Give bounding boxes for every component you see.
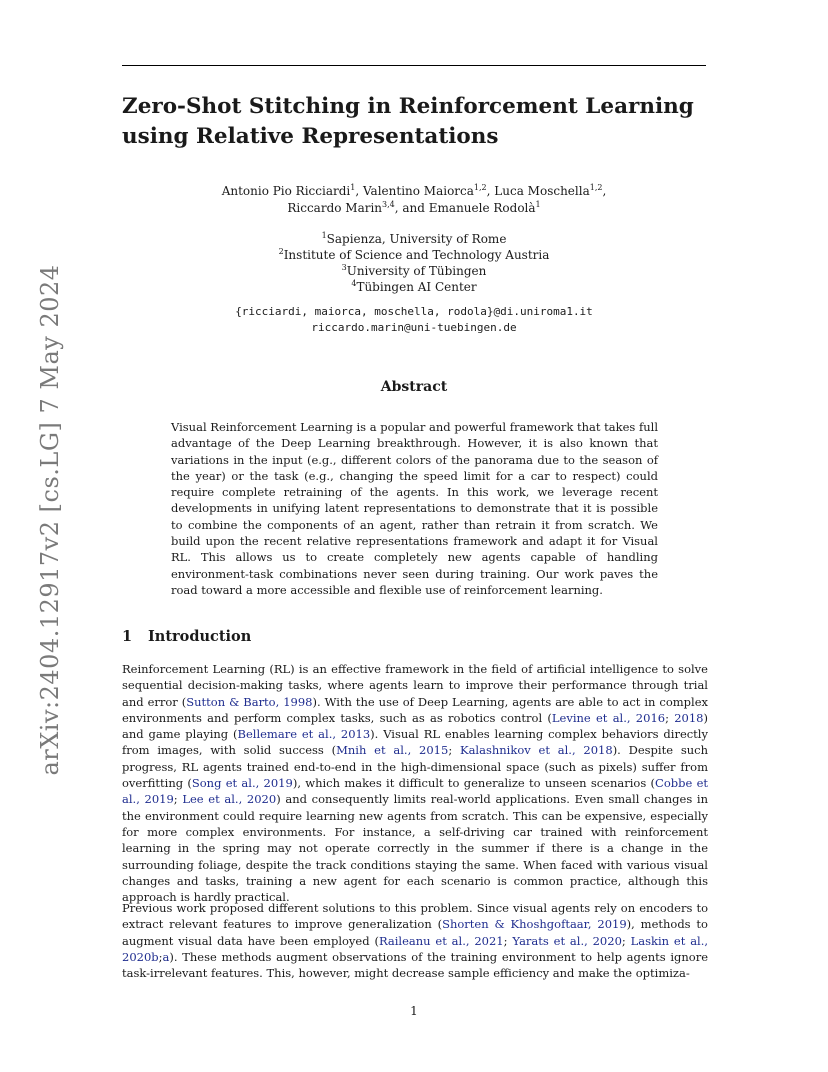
body-text: ). These methods augment observations of the training environment to help agents ignore task-irrelevant features. This, however, might decrease sample efficiency and make the optimiza- [122, 949, 708, 981]
body-text: ; [158, 949, 163, 964]
affiliation-item [0, 279, 828, 295]
author-name: Antonio Pio Ricciardi [221, 184, 351, 198]
abstract-heading: Abstract [380, 379, 448, 395]
title-line-1: Zero-Shot Stitching in Reinforcement Learning [122, 94, 694, 119]
body-text: Previous work proposed different solutions to this problem. Since visual agents rely on encoders to extract relevant features to improve generalization ( [122, 901, 708, 932]
email-line: riccardo.marin@uni-tuebingen.de [311, 321, 517, 334]
body-text: ) and game playing ( [122, 710, 709, 742]
author-list [0, 183, 828, 217]
section-number: 1 [122, 628, 133, 645]
citation-link[interactable]: Yarats et al., 2020 [512, 933, 622, 948]
affil-mark: 4 [351, 279, 357, 288]
body-text: ), methods to augment visual data have been employed ( [122, 917, 708, 948]
body-text: ; [621, 933, 631, 948]
author-separator: , [602, 184, 607, 198]
section-title: Introduction [148, 628, 252, 645]
arxiv-identifier: arXiv:2404.12917v2 [cs.LG] 7 May 2024 [36, 264, 64, 776]
affiliation-list [0, 231, 828, 295]
author-name: Riccardo Marin [287, 201, 383, 215]
email-line: {ricciardi, maiorca, moschella, rodola}@di.uniroma1.it [235, 305, 593, 318]
body-text: ) and consequently limits real-world applications. Even small changes in the environment could require learning new agents from scratch. This can be expensive, especially for more complex environments. For instance, a self-driving car trained with reinforcement learning in the spring may not operate correctly in the summer if there is a change in the surrounding foliage, despite the track conditions staying the same. When faced with various visual changes and tasks, training a new agent for each scenario is common practice, although this approach is hardly practical. [122, 792, 708, 905]
author-name: Valentino Maiorca [362, 184, 474, 198]
affiliation-item [0, 247, 828, 263]
author-affil-mark: 1 [535, 200, 541, 209]
abstract-text: Visual Reinforcement Learning is a popular and powerful framework that takes full advantage of the Deep Learning breakthrough. However, it is also known that variations in the input (e.g., different colors of the panorama due to the season of the year) or the task (e.g., changing the speed limit for a car to respect) could require complete retraining of the agents. In this work, we leverage recent developments in unifying latent representations to demonstrate that it is possible to combine the components of an agent, rather than retrain it from scratch. We build upon the recent relative representations framework and adapt it for Visual RL. This allows us to create completely new agents capable of handling environment-task combinations never seen during training. Our work paves the road toward a more accessible and flexible use of reinforcement learning. [171, 420, 658, 597]
intro-paragraph-1 [122, 661, 708, 905]
section-heading [122, 628, 251, 645]
citation-link[interactable]: Laskin et al., 2020b [122, 933, 709, 964]
affiliation-name: University of Tübingen [346, 264, 487, 278]
paper-title [122, 92, 722, 152]
affil-mark: 2 [278, 247, 284, 256]
citation-link[interactable]: 2018 [674, 710, 704, 725]
citation-link[interactable]: Mnih et al., 2015 [336, 743, 449, 758]
author-name: Emanuele Rodolà [428, 201, 536, 215]
author-separator: , and [394, 201, 429, 215]
citation-link[interactable]: Kalashnikov et al., 2018 [459, 743, 613, 758]
author-affil-mark: 1 [350, 183, 356, 192]
body-text: ; [665, 710, 675, 725]
author-affil-mark: 1,2 [589, 183, 603, 192]
citation-link[interactable]: Lee et al., 2020 [182, 792, 277, 807]
affil-mark: 3 [341, 263, 347, 272]
affiliation-name: Tübingen AI Center [356, 280, 477, 294]
citation-link[interactable]: a [162, 949, 170, 964]
citation-link[interactable]: Sutton & Barto, 1998 [186, 694, 313, 709]
body-text: ). With the use of Deep Learning, agents are able to act in complex environments and perform complex tasks, such as as robotics control ( [122, 694, 708, 725]
body-text: ). Despite such progress, RL agents trained end-to-end in the high-dimensional space (such as pixels) suffer from overfitting ( [122, 743, 708, 791]
author-separator: , [486, 184, 495, 198]
author-affil-mark: 1,2 [473, 183, 487, 192]
author-name: Luca Moschella [494, 184, 590, 198]
body-text: ). Visual RL enables learning complex behaviors directly from images, with solid success ( [122, 727, 708, 758]
citation-link[interactable]: Song et al., 2019 [191, 776, 293, 791]
citation-link[interactable]: Bellemare et al., 2013 [237, 727, 371, 742]
body-text: ; [448, 743, 460, 758]
intro-paragraph-2 [122, 900, 708, 981]
affiliation-name: Institute of Science and Technology Austria [283, 248, 550, 262]
top-rule [122, 65, 706, 66]
page-number: 1 [410, 1004, 418, 1018]
email-block [0, 304, 828, 336]
body-text: ; [503, 933, 513, 948]
citation-link[interactable]: Raileanu et al., 2021 [378, 933, 504, 948]
citation-link[interactable]: Cobbe et al., 2019 [122, 776, 708, 807]
body-text: ), which makes it difficult to generalize to unseen scenarios ( [292, 776, 656, 791]
title-line-2: using Relative Representations [122, 124, 499, 149]
citation-link[interactable]: Levine et al., 2016 [551, 710, 666, 725]
author-affil-mark: 3,4 [382, 200, 395, 209]
author-separator: , [355, 184, 363, 198]
body-text: ; [173, 792, 183, 807]
affiliation-item [0, 231, 828, 247]
affil-mark: 1 [321, 231, 327, 240]
citation-link[interactable]: Shorten & Khoshgoftaar, 2019 [442, 917, 627, 932]
affiliation-name: Sapienza, University of Rome [326, 232, 507, 246]
affiliation-item [0, 263, 828, 279]
body-text: Reinforcement Learning (RL) is an effective framework in the field of artificial intelligence to solve sequential decision-making tasks, where agents learn to improve their performance through trial and error ( [122, 662, 708, 709]
